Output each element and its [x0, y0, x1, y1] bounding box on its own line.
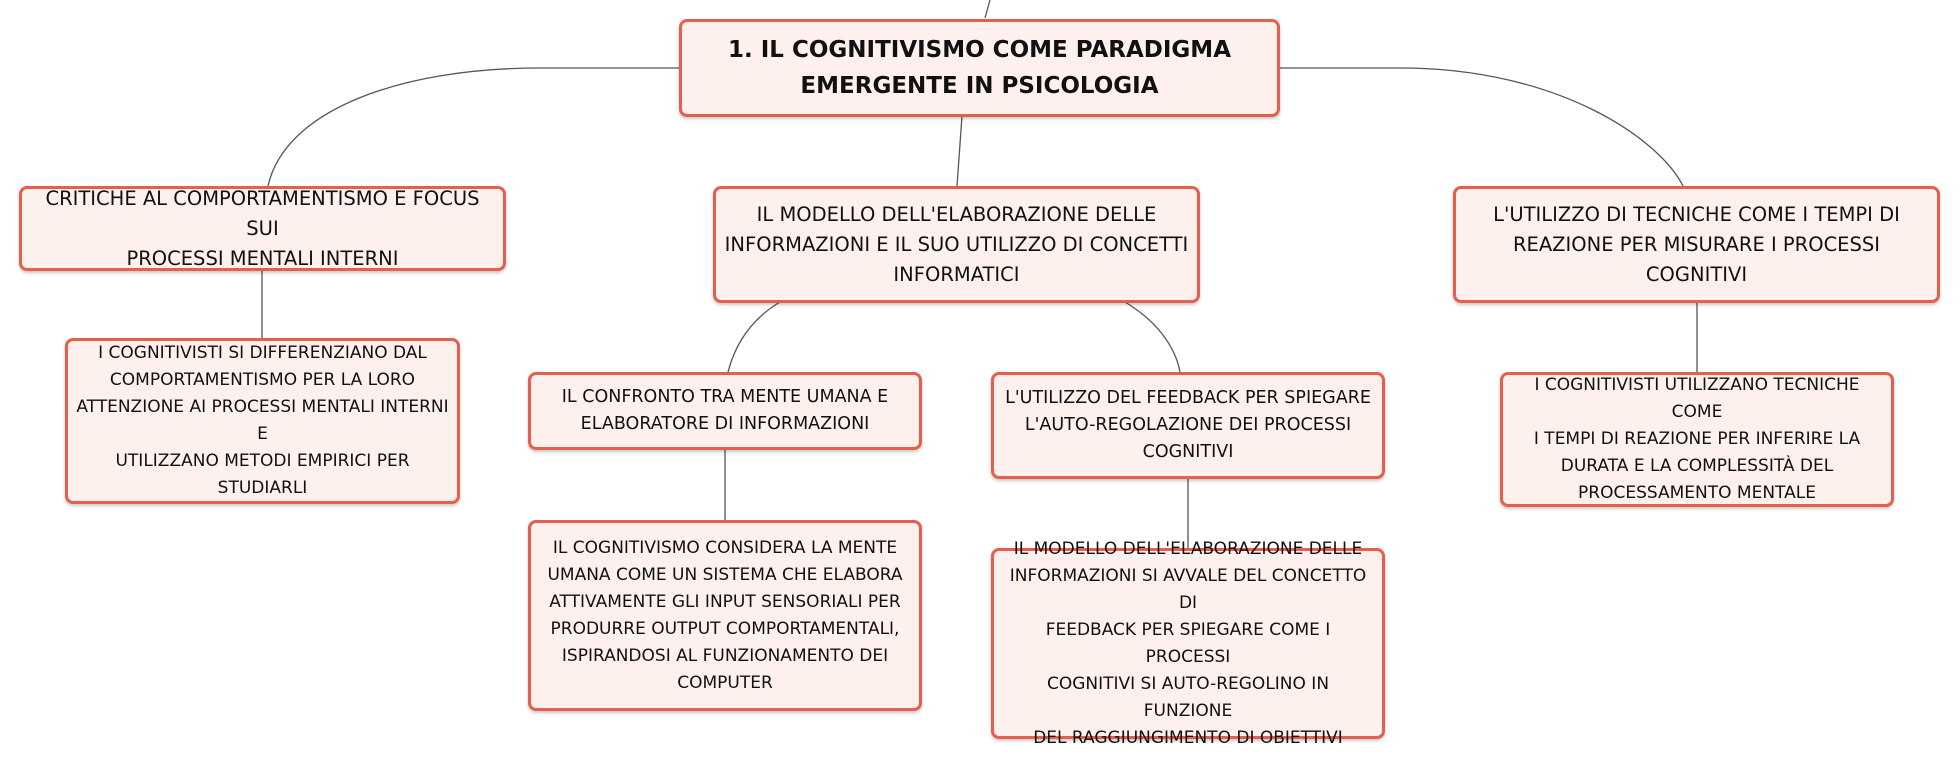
text-line: PRODURRE OUTPUT COMPORTAMENTALI,	[550, 618, 900, 639]
text-line: COMPUTER	[677, 672, 773, 693]
center-branch-text	[725, 200, 1189, 290]
right-branch-text	[1464, 200, 1929, 290]
text-line: IL CONFRONTO TRA MENTE UMANA E	[561, 387, 889, 407]
center-sub-right-text	[1005, 385, 1371, 466]
text-line: REAZIONE PER MISURARE I PROCESSI COGNITIVI	[1512, 232, 1881, 286]
text-line: DURATA E LA COMPLESSITÀ DEL	[1560, 456, 1834, 476]
connector-center-to-sub-right	[1125, 302, 1180, 372]
right-branch-node[interactable]	[1453, 186, 1940, 303]
text-line: L'UTILIZZO DI TECNICHE COME I TEMPI DI	[1493, 202, 1900, 226]
text-line: PROCESSAMENTO MENTALE	[1578, 483, 1816, 503]
center-sub-right-detail-node[interactable]	[991, 538, 1385, 748]
text-line: INFORMAZIONI SI AVVALE DEL CONCETTO DI	[1009, 565, 1367, 613]
left-branch-node[interactable]	[19, 186, 506, 271]
text-line: UTILIZZANO METODI EMPIRICI PER STUDIARLI	[115, 451, 410, 498]
text-line: ELABORATORE DI INFORMAZIONI	[580, 414, 870, 434]
center-sub-left-text	[562, 384, 888, 438]
left-branch-text	[30, 184, 495, 274]
center-sub-right-detail-text	[1002, 536, 1374, 752]
text-line: FEEDBACK PER SPIEGARE COME I PROCESSI	[1045, 619, 1331, 667]
center-sub-left-detail-text	[547, 535, 902, 697]
text-line: INFORMATICI	[893, 262, 1020, 286]
text-line: COMPORTAMENTISMO PER LA LORO	[109, 370, 416, 390]
text-line: I TEMPI DI REAZIONE PER INFERIRE LA	[1533, 429, 1861, 449]
text-line: L'UTILIZZO DEL FEEDBACK PER SPIEGARE	[1005, 388, 1371, 408]
text-line: I COGNITIVISTI SI DIFFERENZIANO DAL	[98, 343, 427, 363]
text-line: ATTIVAMENTE GLI INPUT SENSORIALI PER	[549, 591, 901, 612]
text-line: IL MODELLO DELL'ELABORAZIONE DELLE	[756, 202, 1157, 226]
center-sub-left-node[interactable]	[528, 372, 922, 450]
root-topic-text	[728, 32, 1231, 104]
text-line: EMERGENTE IN PSICOLOGIA	[800, 73, 1159, 99]
text-line: UMANA COME UN SISTEMA CHE ELABORA	[547, 564, 903, 585]
text-line: IL MODELLO DELL'ELABORAZIONE DELLE	[1013, 538, 1363, 559]
connector-root-to-right	[1280, 68, 1683, 186]
text-line: COGNITIVI SI AUTO-REGOLINO IN FUNZIONE	[1046, 673, 1330, 721]
text-line: I COGNITIVISTI UTILIZZANO TECNICHE COME	[1534, 375, 1860, 422]
text-line: CRITICHE AL COMPORTAMENTISMO E FOCUS SUI	[45, 186, 480, 240]
text-line: IL COGNITIVISMO CONSIDERA LA MENTE	[552, 537, 898, 558]
text-line: ATTENZIONE AI PROCESSI MENTALI INTERNI E	[76, 397, 449, 444]
text-line: ISPIRANDOSI AL FUNZIONAMENTO DEI	[561, 645, 889, 666]
text-line: PROCESSI MENTALI INTERNI	[126, 246, 399, 270]
text-line: INFORMAZIONI E IL SUO UTILIZZO DI CONCETTI	[724, 232, 1189, 256]
root-topic-node[interactable]	[679, 19, 1280, 117]
connector-root-to-left	[268, 68, 680, 186]
connector-center-to-sub-left	[728, 302, 780, 372]
connector-root-parent	[985, 0, 990, 18]
right-detail-text	[1511, 372, 1883, 507]
connector-root-to-center	[957, 116, 962, 186]
text-line: L'AUTO-REGOLAZIONE DEI PROCESSI	[1024, 415, 1352, 435]
text-line: 1. IL COGNITIVISMO COME PARADIGMA	[727, 37, 1231, 63]
right-detail-node[interactable]	[1500, 372, 1894, 507]
left-detail-node[interactable]	[65, 338, 460, 504]
left-detail-text	[76, 340, 449, 502]
center-sub-left-detail-node[interactable]	[528, 520, 922, 711]
text-line: DEL RAGGIUNGIMENTO DI OBIETTIVI	[1033, 727, 1343, 748]
center-sub-right-node[interactable]	[991, 372, 1385, 479]
center-branch-node[interactable]	[713, 186, 1200, 303]
text-line: COGNITIVI	[1142, 442, 1234, 462]
